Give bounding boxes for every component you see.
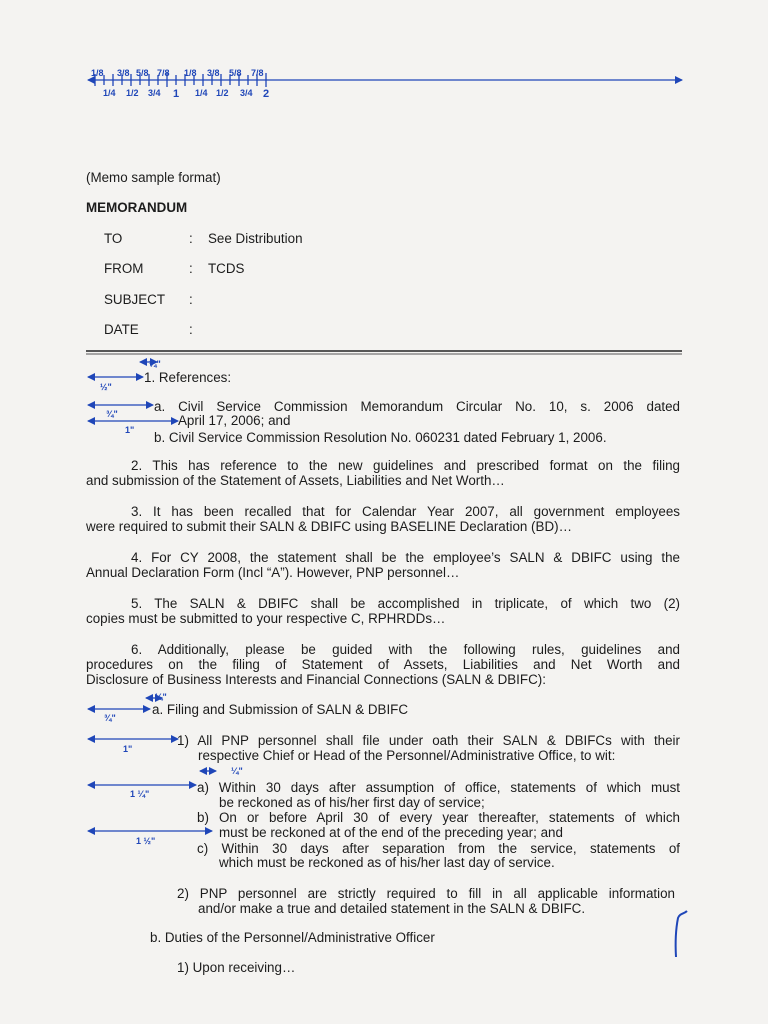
ruler-label-top: 1/8 (184, 68, 197, 78)
item-b-line2: must be reckoned at of the end of the preceding year; and (219, 825, 563, 840)
ruler-label-bottom: 1/2 (126, 88, 139, 98)
ruler-label-top: 7/8 (157, 68, 170, 78)
ruler-label-top: 7/8 (251, 68, 264, 78)
quarter-inch-label: ¼" (155, 692, 167, 702)
from-label: FROM (104, 261, 144, 276)
one-and-half-inch-label: 1 ½" (136, 836, 156, 846)
handwritten-mark (676, 911, 687, 957)
date-separator: : (189, 322, 193, 337)
to-value: See Distribution (208, 231, 303, 246)
ruler-label-top: 3/8 (117, 68, 130, 78)
item-6a1-line2: respective Chief or Head of the Personnel/Administrative Office, to wit: (198, 748, 616, 763)
reference-a-line2: April 17, 2006; and (178, 413, 291, 428)
ruler-label-top: 1/8 (91, 68, 104, 78)
ruler-label-bottom: 2 (263, 88, 270, 100)
quarter-inch-label: ¼" (149, 359, 161, 369)
ruler-label-bottom: 1/4 (195, 88, 208, 98)
paragraph-3: 3. It has been recalled that for Calendar Year 2007, all government employees were required to submit their SALN & DBIFC using BASELINE Declaration (BD)… (86, 504, 680, 534)
to-separator: : (189, 231, 193, 246)
reference-b: b. Civil Service Commission Resolution No. 060231 dated February 1, 2006. (154, 430, 607, 445)
one-and-quarter-inch-label: 1 ¼" (130, 789, 150, 799)
subject-separator: : (189, 292, 193, 307)
ruler-label-bottom: 1/4 (103, 88, 116, 98)
ruler-label-top: 5/8 (229, 68, 242, 78)
item-b-line1: b) On or before April 30 of every year thereafter, statements of which (197, 810, 680, 825)
memo-heading: MEMORANDUM (86, 200, 188, 215)
three-quarter-inch-label: ¾" (104, 713, 116, 723)
reference-a-line1: a. Civil Service Commission Memorandum Circular No. 10, s. 2006 dated (154, 399, 680, 414)
from-value: TCDS (208, 261, 245, 276)
ruler-label-bottom: 1 (173, 88, 180, 100)
paragraph-4: 4. For CY 2008, the statement shall be the employee’s SALN & DBIFC using the Annual Declaration Form (Incl “A”). However, PNP personnel… (86, 550, 680, 580)
ruler-label-bottom: 1/2 (216, 88, 229, 98)
paragraph-5: 5. The SALN & DBIFC shall be accomplished in triplicate, of which two (2) copies must be submitted to your respective C, RPHRDDs… (86, 596, 680, 626)
ruler-label-top: 5/8 (136, 68, 149, 78)
item-6a2-line2: and/or make a true and detailed statement in the SALN & DBIFC. (198, 901, 586, 916)
item-6a2-line1: 2) PNP personnel are strictly required to fill in all applicable information (177, 886, 675, 901)
section-6a-heading: a. Filing and Submission of SALN & DBIFC (152, 702, 409, 717)
ruler-label-top: 3/8 (207, 68, 220, 78)
item-6a1-line1: 1) All PNP personnel shall file under oath their SALN & DBIFCs with their (177, 733, 680, 748)
paragraph-2: 2. This has reference to the new guidelines and prescribed format on the filing and submission of the Statement of Assets, Liabilities and Net Worth… (86, 458, 680, 488)
item-6b1: 1) Upon receiving… (177, 960, 296, 975)
section-6b-heading: b. Duties of the Personnel/Administrative Officer (150, 930, 435, 945)
to-label: TO (104, 231, 123, 246)
three-quarter-inch-label: ¾" (106, 409, 118, 419)
one-inch-label: 1" (123, 744, 133, 754)
references-heading: 1. References: (144, 370, 232, 385)
ruler-label-bottom: 3/4 (240, 88, 253, 98)
ruler-label-bottom: 3/4 (148, 88, 161, 98)
item-c-line1: c) Within 30 days after separation from the service, statements of (197, 841, 680, 856)
quarter-inch-label: ¼" (231, 766, 243, 776)
item-a-line2: be reckoned as of his/her first day of service; (219, 795, 485, 810)
one-inch-label: 1" (125, 425, 135, 435)
sample-format-label: (Memo sample format) (86, 170, 221, 185)
paragraph-6: 6. Additionally, please be guided with the following rules, guidelines and procedures on the filing of Statement of Assets, Liabilities and Net Worth and Disclosure of Business Interests and Financial Connections (SALN & DBIFC): (86, 642, 680, 687)
date-label: DATE (104, 322, 139, 337)
subject-label: SUBJECT (104, 292, 166, 307)
item-a-line1: a) Within 30 days after assumption of office, statements of which must (197, 780, 680, 795)
half-inch-label: ½" (100, 382, 112, 392)
from-separator: : (189, 261, 193, 276)
item-c-line2: which must be reckoned as of his/her last day of service. (219, 855, 555, 870)
